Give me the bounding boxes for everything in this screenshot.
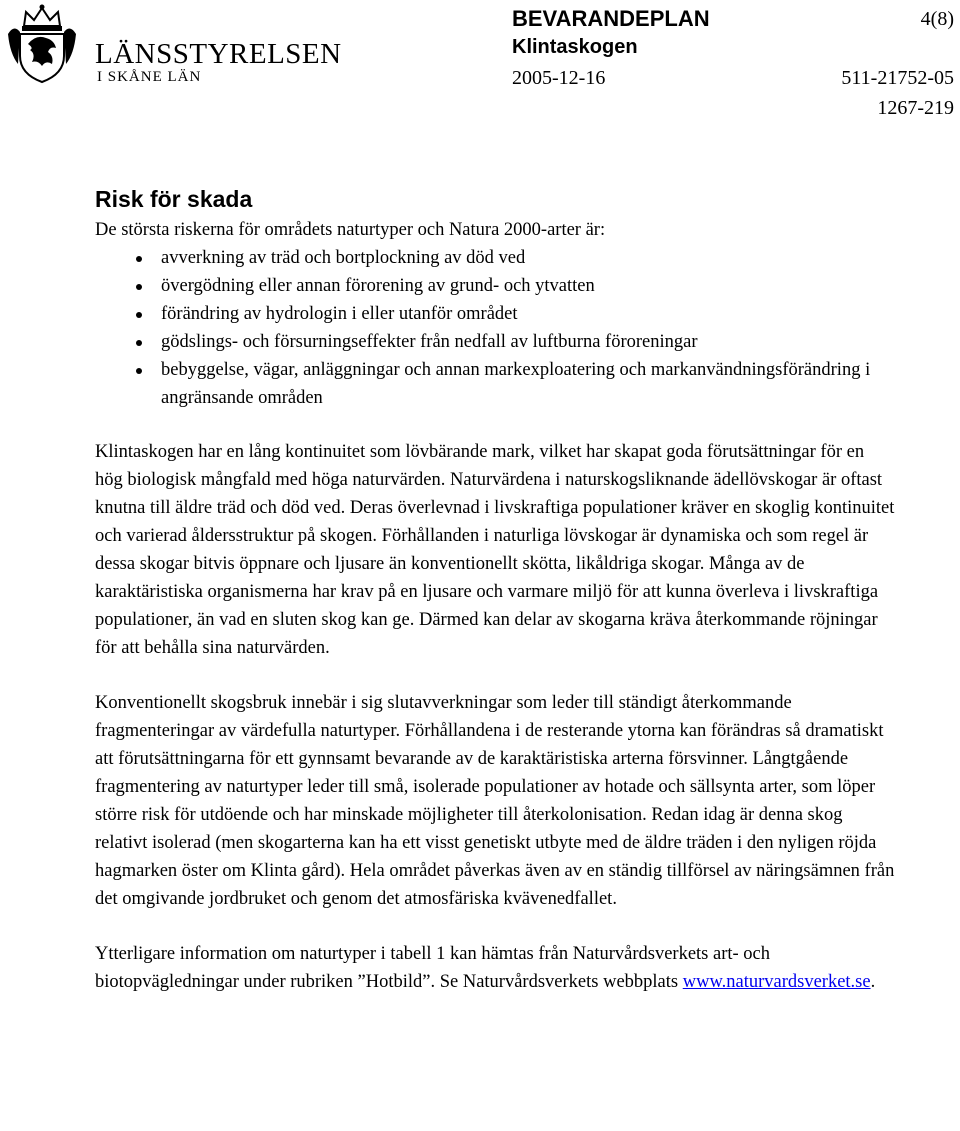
- intro-text: De största riskerna för områdets naturtyper och Natura 2000-arter är:: [95, 220, 606, 240]
- naturvardsverket-link[interactable]: www.naturvardsverket.se: [682, 972, 871, 992]
- list-item: avverkning av träd och bortplockning av död ved: [95, 244, 895, 272]
- paragraph-fragmentation: Konventionellt skogsbruk innebär i sig slutavverkningar som leder till ständigt återkommande fragmenteringar av värdefulla naturtyper. Förhållandena i de resterande ytorna kan förändras så dramatiskt att förutsättningarna för ett gynnsamt bevarande av de karaktäristiska arterna försvinner. Långtgående fragmentering av naturtyper leder till små, isolerade populationer av hotade och sällsynta arter, som löper större risk för utdöende och har minskade möjligheter till återkolonisation. Redan idag är denna skog relativt isolerad (men skogarterna kan ha ett visst genetiskt utbyte med de äldre träden i den nyligen röjda hagmarken öster om Klinta gård). Hela området påverkas även av en ständig tillförsel av näringsämnen från det omgivande jordbruket och genom det atmosfäriska kvävenedfallet.: [95, 693, 895, 909]
- reference-number: 511-21752-05: [841, 67, 954, 89]
- paragraph-more-info: Ytterligare information om naturtyper i tabell 1 kan hämtas från Naturvårdsverkets art- och biotopvägledningar under rubriken ”Hotbild”. Se Naturvårdsverkets webbplats www.naturvardsverket.se.: [95, 944, 876, 992]
- risk-list: [95, 244, 895, 412]
- list-item: bebyggelse, vägar, anläggningar och annan markexploatering och markanvändningsförändring i angränsande områden: [95, 356, 895, 412]
- list-item: förändring av hydrologin i eller utanför området: [95, 300, 895, 328]
- list-item: gödslings- och försurningseffekter från nedfall av luftburna föroreningar: [95, 328, 895, 356]
- paragraph-continuity: Klintaskogen har en lång kontinuitet som lövbärande mark, vilket har skapat goda förutsättningar för en hög biologisk mångfald med höga naturvärden. Naturvärdena i naturskogsliknande ädellövskogar är oftast knutna till äldre träd och död ved. Deras överlevnad i livskraftiga populationer kräver en skoglig kontinuitet och varierad åldersstruktur på skogen. Förhållanden i naturliga lövskogar är dynamiska och som regel är dessa skogar bitvis öppnare och ljusare än konventionellt skötta, likåldriga skogar. Många av de karaktäristiska organismerna har krav på en ljusare och varmare miljö för att kunna överleva i livskraftiga populationer, än vad en sluten skog kan ge. Därmed kan delar av skogarna kräva återkommande röjningar för att behålla sina naturvärden.: [95, 442, 895, 658]
- bullet-icon: [136, 256, 142, 262]
- section-heading: Risk för skada: [95, 186, 253, 212]
- org-name: LÄNSSTYRELSEN: [95, 38, 342, 70]
- document-body: [95, 184, 895, 996]
- list-item: övergödning eller annan förorening av grund- och ytvatten: [95, 272, 895, 300]
- bullet-icon: [136, 340, 142, 346]
- bullet-icon: [136, 368, 142, 374]
- reference-number-secondary: 1267-219: [877, 97, 954, 119]
- bullet-icon: [136, 284, 142, 290]
- document-type: BEVARANDEPLAN: [512, 6, 710, 31]
- document-name: Klintaskogen: [512, 36, 638, 58]
- page-number: 4(8): [920, 8, 954, 30]
- bullet-icon: [136, 312, 142, 318]
- document-date: 2005-12-16: [512, 67, 606, 89]
- griffin-crest-icon: [6, 4, 96, 84]
- org-subtitle: I SKÅNE LÄN: [97, 69, 202, 85]
